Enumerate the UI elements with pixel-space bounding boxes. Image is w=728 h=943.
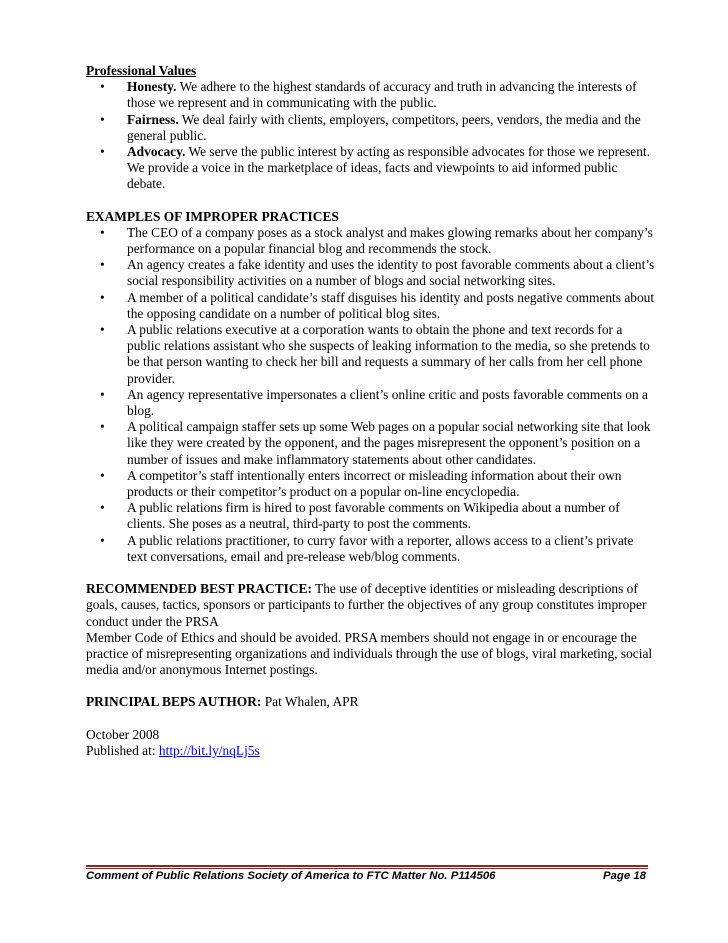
author-label: PRINCIPAL BEPS AUTHOR: <box>86 694 262 710</box>
bullet-icon: • <box>100 500 105 516</box>
value-text: We serve the public interest by acting as responsible advocates for those we represent. We provide a voice in the marketplace of ideas, facts and viewpoints to aid informed public debate. <box>127 144 650 192</box>
list-item <box>86 257 656 289</box>
list-item <box>86 387 656 419</box>
list-item <box>86 225 656 257</box>
best-practice-paragraph-2: Member Code of Ethics and should be avoided. PRSA members should not engage in or encourage the practice of misrepresenting organizations and individuals through the use of blogs, viral marketing, social media and/or anonymous Internet postings. <box>86 629 653 678</box>
bullet-icon: • <box>100 386 105 402</box>
list-item <box>86 533 656 565</box>
bullet-icon: • <box>100 419 105 435</box>
best-practice-paragraph <box>86 581 656 630</box>
footer-title: Comment of Public Relations Society of America to FTC Matter No. P114506 <box>86 870 496 882</box>
practice-text: An agency creates a fake identity and uses the identity to post favorable comments about a client’s social responsibility activities on a number of blogs and social networking sites. <box>127 257 655 289</box>
practice-text: The CEO of a company poses as a stock analyst and makes glowing remarks about her company’s performance on a popular financial blog and recommends the stock. <box>127 224 653 257</box>
value-text: We deal fairly with clients, employers, competitors, peers, vendors, the media and the general public. <box>127 111 641 143</box>
list-item <box>86 500 656 532</box>
practice-text: An agency representative impersonates a client’s online critic and posts favorable comments on a blog. <box>127 386 648 419</box>
page-number: Page 18 <box>602 870 646 882</box>
publication-prefix: Published at: <box>86 742 159 758</box>
bullet-icon: • <box>100 111 105 127</box>
publication-date: October 2008 <box>86 726 160 742</box>
document-body <box>86 63 656 759</box>
bullet-icon: • <box>100 144 105 160</box>
practice-text: A public relations executive at a corporation wants to obtain the phone and text records for a public relations assistant who she suspects of leaking information to the media, so she pretends to be that person wanting to check her bill and requests a summary of her calls from her cell phone provider. <box>127 322 650 386</box>
best-practice-text: The use of deceptive identities or misleading descriptions of goals, causes, tactics, sponsors or participants to further the objectives of any group constitutes improper conduct under the PRSA <box>86 581 647 629</box>
footer-divider-thin <box>86 868 648 869</box>
publication-link[interactable]: http://bit.ly/nqLj5s <box>158 742 260 758</box>
list-item <box>86 419 656 468</box>
bullet-icon: • <box>100 257 105 273</box>
author-line <box>86 694 656 710</box>
value-text: We adhere to the highest standards of accuracy and truth in advancing the interests of those we represent and in communicating with the public. <box>127 79 637 111</box>
list-item <box>86 79 656 111</box>
page-footer <box>86 870 646 882</box>
practice-text: A competitor’s staff intentionally enters incorrect or misleading information about their own products or their competitor’s product on a popular on-line encyclopedia. <box>127 467 622 500</box>
list-item <box>86 290 656 322</box>
footer-divider <box>86 865 648 867</box>
bullet-icon: • <box>100 79 105 95</box>
author-name: Pat Whalen, APR <box>261 694 359 710</box>
practice-text: A public relations firm is hired to post favorable comments on Wikipedia about a number of clients. She poses as a neutral, third-party to post the comments. <box>127 500 620 532</box>
professional-values-list <box>86 79 656 192</box>
practice-text: A political campaign staffer sets up some Web pages on a popular social networking site that look like they were created by the opponent, and the pages misrepresent the opponent’s position on a number of issues and make inflammatory statements about other candidates. <box>127 419 651 467</box>
practice-text: A public relations practitioner, to curry favor with a reporter, allows access to a client’s private text conversations, email and pre-release web/blog comments. <box>127 532 634 564</box>
bullet-icon: • <box>100 532 105 548</box>
list-item <box>86 468 656 500</box>
improper-practices-heading: EXAMPLES OF IMPROPER PRACTICES <box>86 208 339 224</box>
list-item <box>86 322 656 387</box>
publication-line <box>86 743 656 759</box>
professional-values-heading: Professional Values <box>86 63 197 78</box>
improper-practices-list <box>86 225 656 565</box>
value-term: Advocacy. <box>127 144 186 160</box>
bullet-icon: • <box>100 322 105 338</box>
bullet-icon: • <box>100 289 105 305</box>
practice-text: A member of a political candidate’s staff disguises his identity and posts negative comments about the opposing candidate on a number of political blog sites. <box>127 289 655 321</box>
value-term: Fairness. <box>127 111 179 127</box>
list-item <box>86 144 656 193</box>
value-term: Honesty. <box>127 79 177 95</box>
list-item <box>86 112 656 144</box>
best-practice-label: RECOMMENDED BEST PRACTICE: <box>86 581 312 597</box>
bullet-icon: • <box>100 467 105 483</box>
bullet-icon: • <box>100 224 105 240</box>
